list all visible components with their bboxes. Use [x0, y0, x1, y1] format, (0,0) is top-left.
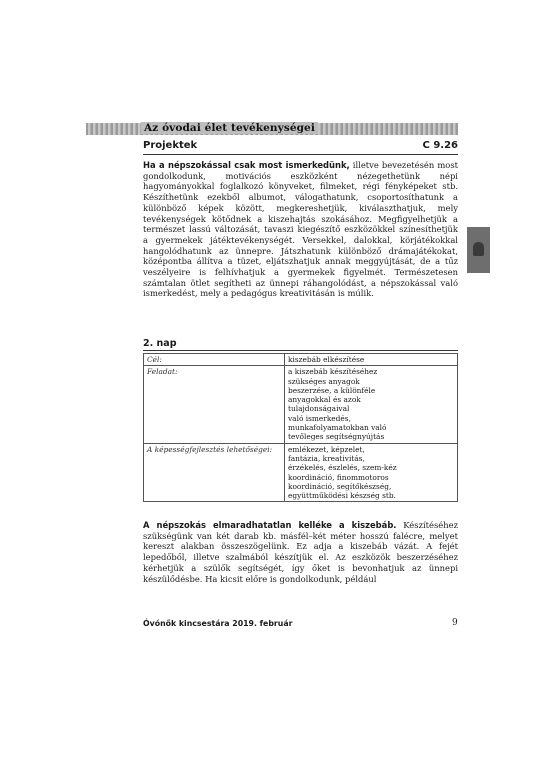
table-row — [144, 354, 458, 366]
closing-bold-lead: A népszokás elmaradhatatlan kelléke a kiszebáb. — [143, 520, 397, 530]
row-value-line: fantázia, kreativitás, — [288, 453, 365, 463]
section-code: C 9.26 — [422, 140, 458, 151]
row-value-line: tulajdonságaival — [288, 404, 350, 414]
table-row — [144, 443, 458, 502]
row-value-line: munkafolyamatokban való — [288, 423, 387, 433]
side-thumb-tab — [467, 227, 490, 273]
intro-text: illetve bevezetésén most gondolkodunk, motivációs eszközként nézegethetünk népi hagyományokkal foglalkozó könyveket, filmeket, régi fényképeket stb. Készíthetünk ezekből albumot, válogathatunk, csoportosíthatunk a különböző képek között, megkereshetjük, kiválaszthatjuk, mely tevékenységek kötődnek a kiszehajtás szokásához. Megfigyelhetjük a természet lassú változását, tavaszi kiegészítő eszközökkel színesíthetjük a gyermekek játéktevékenységét. Versekkel, dalokkal, körjátékokkal hangolódhatunk az ünnepre. Játszhatunk különböző drámajátékokat, középontba állítva a tüzet, eljátszhatjuk annak meggyújtását, de a tűz veszélyeire is felhívhatjuk a gyermekek figyelmét. Természetesen számtalan ötlet segítheti az ünnepi ráhangolódást, a népszokással való ismerkedést, mely a pedagógus kreativitásán is múlik. — [143, 160, 458, 299]
row-value-line: a kiszebáb készítéséhez — [288, 367, 378, 377]
intro-paragraph — [143, 160, 458, 299]
row-value-line: érzékelés, észlelés, szem-kéz — [288, 463, 397, 473]
day-divider — [143, 350, 458, 351]
section-title: Projektek — [143, 140, 198, 151]
table-row — [144, 366, 458, 443]
day-plan-table — [143, 353, 458, 502]
row-value-line: koordináció, finommotoros — [288, 472, 389, 482]
row-value-line: anyagokkal és azok — [288, 395, 361, 405]
closing-text: Készítéséhez szükségünk van két darab kb. másfél–két méter hosszú falécre, melyet kereszt alakban összeszögelünk. Ez adja a kiszebáb vázát. A fejét lepedőből, illetve szalmából készítjük el. Az eszközök beszerzéséhez kérhetjük a szülők segítségét, így őket is bevonhatjuk az ünnepi készülődésbe. Ha kicsit előre is gondolkodunk, például — [143, 520, 458, 584]
closing-paragraph — [143, 520, 458, 584]
row-value-line: tevőleges segítségnyújtás — [288, 432, 385, 442]
section-divider — [143, 154, 458, 155]
row-value-line: szükséges anyagok — [288, 376, 360, 386]
chapter-title: Az óvodai élet tevékenységei — [141, 122, 318, 134]
row-value — [285, 366, 458, 443]
row-value-line: koordináció, segítőkészség, — [288, 481, 392, 491]
intro-bold-lead: Ha a népszokással csak most ismerkedünk, — [143, 160, 350, 170]
row-value-line: kiszebáb elkészítése — [288, 355, 365, 364]
row-value — [285, 354, 458, 366]
row-label: Cél: — [144, 354, 285, 366]
row-value-line: beszerzése, a különféle — [288, 385, 376, 395]
row-value-line: együttműködési készség stb. — [288, 491, 396, 501]
row-value — [285, 443, 458, 502]
row-label: A képességfejlesztés lehetőségei: — [144, 443, 285, 502]
row-label: Feladat: — [144, 366, 285, 443]
row-value-line: emlékezet, képzelet, — [288, 444, 365, 454]
page-number: 9 — [452, 618, 458, 628]
chapter-header-band — [86, 123, 458, 135]
tab-figure-icon — [473, 242, 484, 256]
section-header — [143, 140, 458, 151]
day-title: 2. nap — [143, 338, 177, 349]
footer-publication: Óvónők kincsestára 2019. február — [143, 619, 293, 628]
row-value-line: való ismerkedés, — [288, 413, 351, 423]
